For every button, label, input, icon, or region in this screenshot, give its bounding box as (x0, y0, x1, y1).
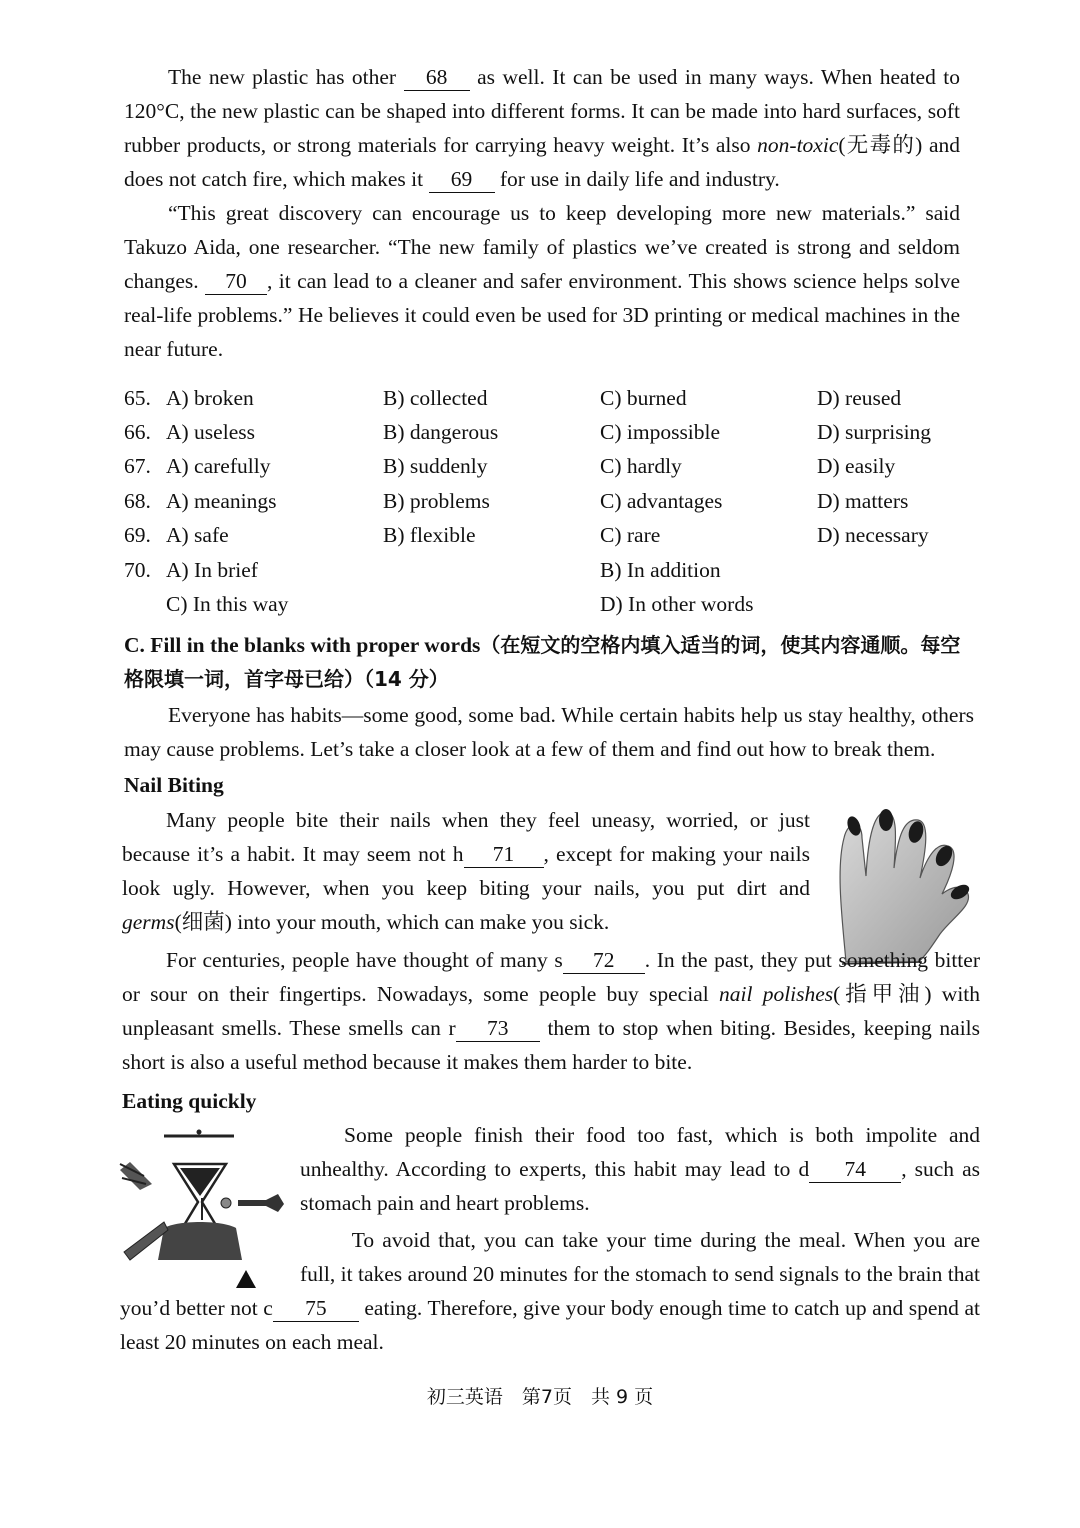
question-number: 65. (124, 386, 151, 410)
option-a[interactable]: A) meanings (166, 489, 277, 513)
option-row-70-second (124, 587, 984, 621)
text: Many people bite their nails when they feel uneasy, worried, or just because it’s a habit. It may seem not h (122, 808, 810, 866)
option-row-68 (124, 484, 984, 518)
eating-quickly-paragraph-1 (300, 1118, 980, 1220)
title-en: C. Fill in the blanks with proper words (124, 633, 481, 657)
option-c[interactable]: C) In this way (166, 592, 289, 616)
blank-68: 68 (404, 64, 470, 91)
blank-71: 71 (464, 841, 544, 868)
option-c[interactable]: C) rare (600, 523, 661, 547)
option-d[interactable]: D) easily (817, 454, 896, 478)
text: Some people finish their food too fast, which is both impolite and unhealthy. According to experts, this habit may lead to d (300, 1123, 980, 1181)
question-number: 68. (124, 489, 151, 513)
italic-term: nail polishes (718, 982, 834, 1006)
option-c[interactable]: C) advantages (600, 489, 723, 513)
option-a[interactable]: A) broken (166, 386, 254, 410)
question-number: 69. (124, 523, 151, 547)
text: (细菌) into your mouth, which can make you sick. (174, 910, 610, 934)
blank-69: 69 (429, 166, 495, 193)
section-c-intro (124, 698, 974, 766)
option-a[interactable]: A) safe (166, 523, 229, 547)
image-wrap-spacer (120, 1223, 300, 1291)
passage-paragraph-1 (124, 60, 960, 196)
option-a[interactable]: A) carefully (166, 454, 271, 478)
text: (无毒的) and does not catch fire, which makes it (124, 133, 960, 191)
option-row-69 (124, 518, 984, 552)
eating-quickly-paragraph-2-top (120, 1223, 980, 1359)
question-number: 66. (124, 420, 151, 444)
option-c[interactable]: C) impossible (600, 420, 721, 444)
option-c[interactable]: C) hardly (600, 454, 682, 478)
heading-nail-biting: Nail Biting (124, 773, 224, 797)
italic-term: germs (122, 910, 175, 934)
option-row-67 (124, 449, 984, 483)
option-d[interactable]: D) matters (817, 489, 909, 513)
italic-term: non-toxic (757, 133, 839, 157)
option-b[interactable]: B) dangerous (383, 420, 499, 444)
option-row-65 (124, 381, 984, 415)
text: “This great discovery can encourage us to keep developing more new materials.” said Takuzo Aida, one researcher. “The new family of plastics we’ve created is strong and seldom changes. (124, 201, 960, 293)
option-row-70 (124, 553, 984, 587)
text: eating. Therefore, give your body enough time to catch up and spend at least 20 minutes on each meal. (120, 1296, 981, 1354)
option-row-66 (124, 415, 984, 449)
text: (指甲油) with unpleasant smells. These smells can r (122, 982, 981, 1040)
blank-72: 72 (563, 947, 645, 974)
blank-70: 70 (205, 268, 267, 295)
text: Everyone has habits—some good, some bad. While certain habits help us stay healthy, others may cause problems. Let’s take a closer look at a few of them and find out how to break them. (124, 703, 974, 761)
text: The new plastic has other (168, 65, 397, 89)
passage-paragraph-2 (124, 196, 960, 366)
text: them to stop when biting. Besides, keeping nails short is also a useful method because it makes them harder to bite. (122, 1016, 981, 1074)
option-b[interactable]: B) In addition (600, 558, 721, 582)
nail-biting-paragraph-1 (122, 803, 810, 939)
text: . In the past, they put something bitter or sour on their fingertips. Nowadays, some people buy special (122, 948, 980, 1006)
heading-eating-quickly: Eating quickly (122, 1089, 257, 1113)
option-b[interactable]: B) suddenly (383, 454, 488, 478)
nail-biting-paragraph-2 (122, 943, 980, 1079)
option-b[interactable]: B) collected (383, 386, 488, 410)
text: for use in daily life and industry. (499, 167, 780, 191)
question-number: 67. (124, 454, 151, 478)
option-c[interactable]: C) burned (600, 386, 687, 410)
text: , such as stomach pain and heart problems. (300, 1157, 980, 1215)
option-b[interactable]: B) flexible (383, 523, 476, 547)
text: , except for making your nails look ugly. However, when you keep biting your nails, you put dirt and (122, 842, 810, 900)
text: To avoid that, you can take your time during the meal. When you are full, it takes around 20 minutes for the stomach to send signals to the brain that you’d better not c (120, 1228, 980, 1320)
text: , it can lead to a cleaner and safer environment. This shows science helps solve real-life problems.” He believes it could even be used for 3D printing or medical machines in the near future. (124, 269, 960, 361)
page-footer: 初三英语 第7页 共 9 页 (426, 1386, 654, 1408)
option-d[interactable]: D) In other words (600, 592, 754, 616)
option-d[interactable]: D) necessary (817, 523, 929, 547)
blank-74: 74 (809, 1156, 901, 1183)
title-cn: （在短文的空格内填入适当的词，使其内容通顺。每空格限填一词，首字母已给）（14 分） (124, 633, 961, 691)
text: For centuries, people have thought of many s (166, 948, 563, 972)
option-d[interactable]: D) surprising (817, 420, 932, 444)
text: as well. It can be used in many ways. When heated to 120°C, the new plastic can be shaped into different forms. It can be made into hard surfaces, soft rubber products, or strong materials for carrying heavy weight. It’s also (124, 65, 961, 157)
option-b[interactable]: B) problems (383, 489, 490, 513)
blank-75: 75 (273, 1295, 359, 1322)
blank-73: 73 (456, 1015, 540, 1042)
option-a[interactable]: A) useless (166, 420, 255, 444)
option-d[interactable]: D) reused (817, 386, 902, 410)
section-c-title (124, 628, 980, 696)
question-number: 70. (124, 558, 151, 582)
option-a[interactable]: A) In brief (166, 558, 258, 582)
